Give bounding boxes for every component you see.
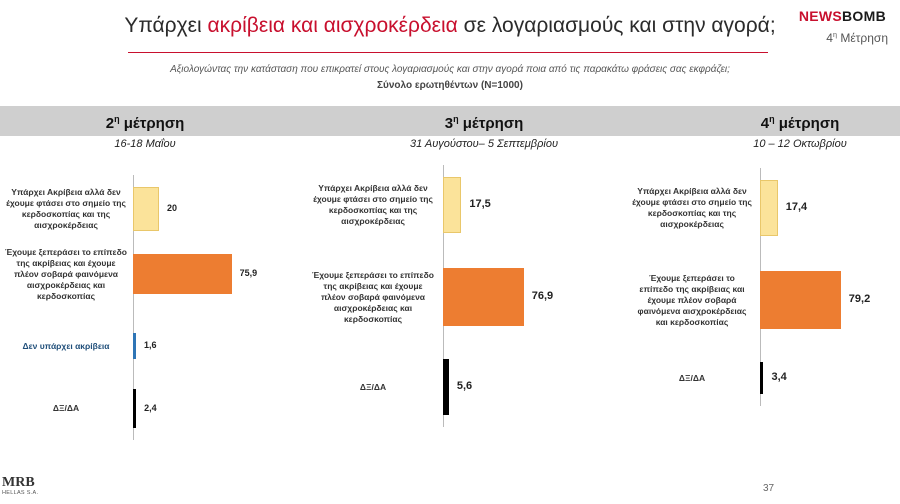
bar-yellow bbox=[443, 177, 461, 233]
title-highlight: ακρίβεια και αισχροκέρδεια bbox=[207, 14, 458, 37]
panel-title-text: μέτρηση bbox=[123, 115, 185, 132]
measurement-label bbox=[826, 30, 888, 45]
data-label: 2,4 bbox=[144, 402, 157, 413]
panel-title bbox=[25, 114, 265, 132]
panel-title-sup: η bbox=[453, 114, 459, 124]
title-part2: σε λογαριασμούς και στην αγορά; bbox=[463, 14, 776, 37]
bar-blue bbox=[133, 333, 136, 359]
page-number: 37 bbox=[763, 483, 775, 494]
category-label: Έχουμε ξεπεράσει το επίπεδο της ακρίβειας και έχουμε πλέον σοβαρά φαινόμενα αισχροκέρδειας και κερδοσκοπίας bbox=[312, 269, 434, 324]
logo-main: MRB bbox=[2, 475, 35, 490]
bar-orange bbox=[443, 268, 524, 326]
data-label: 17,4 bbox=[785, 201, 808, 214]
bar-orange bbox=[760, 271, 841, 329]
data-label: 1,6 bbox=[144, 340, 157, 351]
category-label: Έχουμε ξεπεράσει το επίπεδο της ακρίβειας και έχουμε πλέον σοβαρά φαινόμενα αισχροκέρδειας και κερδοσκοπίας bbox=[5, 246, 127, 301]
bar-black bbox=[133, 389, 136, 428]
bar-black bbox=[760, 362, 763, 394]
title-part1: Υπάρχει bbox=[124, 14, 202, 37]
bar-orange bbox=[133, 254, 232, 294]
panel-title-text: μέτρηση bbox=[462, 115, 524, 132]
mrb-logo bbox=[2, 476, 42, 502]
data-label: 76,9 bbox=[531, 290, 554, 303]
panel-dates: 10 – 12 Οκτωβρίου bbox=[753, 138, 847, 150]
category-label: Έχουμε ξεπεράσει το επίπεδο της ακρίβειας και έχουμε πλέον σοβαρά φαινόμενα αισχροκέρδειας και κερδοσκοπίας bbox=[637, 272, 747, 327]
bar-yellow bbox=[133, 187, 159, 231]
title-rule bbox=[128, 52, 768, 53]
data-label: 20 bbox=[167, 203, 178, 214]
bar-black bbox=[443, 359, 449, 415]
newsbomb-logo bbox=[799, 8, 886, 24]
sample-size: Σύνολο ερωτηθέντων (Ν=1000) bbox=[377, 80, 523, 91]
panel-title-sup: η bbox=[114, 114, 120, 124]
measurement-text: Μέτρηση bbox=[840, 31, 888, 45]
data-label: 75,9 bbox=[239, 268, 258, 279]
category-label: Υπάρχει Ακρίβεια αλλά δεν έχουμε φτάσει στο σημείο της κερδοσκοπίας και της αισχροκέρδειας bbox=[6, 187, 126, 230]
data-label: 17,5 bbox=[469, 198, 491, 211]
subtitle: Αξιολογώντας την κατάσταση που επικρατεί στους λογαριασμούς και στην αγορά ποια από τις παρακάτω φράσεις σας εκφράζει; bbox=[170, 64, 730, 75]
category-label: Υπάρχει Ακρίβεια αλλά δεν έχουμε φτάσει στο σημείο της κερδοσκοπίας και της αισχροκέρδειας bbox=[313, 183, 433, 226]
logo-sub: HELLAS S.A. bbox=[2, 490, 39, 496]
chart-title bbox=[0, 14, 900, 38]
panel-title-text: μέτρηση bbox=[778, 115, 840, 132]
data-label: 3,4 bbox=[771, 371, 787, 384]
panel-dates: 16-18 Μαΐου bbox=[114, 138, 176, 150]
bar-yellow bbox=[760, 180, 778, 236]
panel-title-num: 4 bbox=[760, 115, 770, 132]
data-label: 79,2 bbox=[848, 293, 871, 306]
panel-title bbox=[364, 114, 604, 132]
data-label: 5,6 bbox=[456, 380, 473, 393]
brand-part2: BOMB bbox=[842, 8, 886, 24]
category-label: Δεν υπάρχει ακρίβεια bbox=[22, 340, 110, 351]
brand-part1: NEWS bbox=[798, 8, 843, 24]
measurement-num: 4 bbox=[826, 31, 833, 45]
panel-title-sup: η bbox=[769, 114, 775, 124]
category-label: Υπάρχει Ακρίβεια αλλά δεν έχουμε φτάσει στο σημείο της κερδοσκοπίας και της αισχροκέρδειας bbox=[632, 186, 752, 229]
panel-title bbox=[680, 114, 900, 132]
panel-title-num: 3 bbox=[444, 115, 454, 132]
category-label: ΔΞ/ΔΑ bbox=[52, 403, 80, 413]
measurement-sup: η bbox=[832, 30, 837, 39]
category-label: ΔΞ/ΔΑ bbox=[678, 372, 706, 383]
panel-title-num: 2 bbox=[105, 115, 115, 132]
category-label: ΔΞ/ΔΑ bbox=[359, 381, 387, 392]
panel-dates: 31 Αυγούστου– 5 Σεπτεμβρίου bbox=[409, 138, 558, 150]
